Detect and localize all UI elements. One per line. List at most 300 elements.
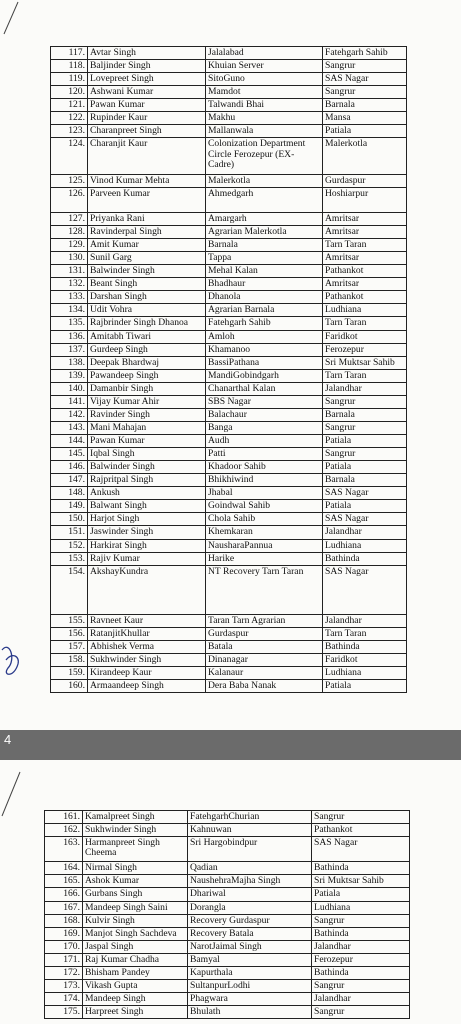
- employee-name-cell: Harmanpreet Singh Cheema: [83, 837, 188, 862]
- employee-name-cell: Abhishek Verma: [88, 640, 206, 653]
- employee-name-cell: AkshayKundra: [88, 565, 206, 614]
- from-station-cell: Dorangla: [188, 901, 312, 914]
- employee-name-cell: Sukhwinder Singh: [88, 654, 206, 667]
- table-row: [51, 239, 407, 252]
- table-row: [45, 862, 410, 875]
- from-station-cell: Qadian: [188, 862, 312, 875]
- from-station-cell: Amloh: [206, 330, 323, 343]
- table-row: [51, 304, 407, 317]
- table-row: [45, 966, 410, 979]
- table-row: [45, 914, 410, 927]
- table-row: [51, 73, 407, 86]
- from-station-cell: Balachaur: [206, 408, 323, 421]
- employee-name-cell: Ravneet Kaur: [88, 614, 206, 627]
- serial-number-cell: 134.: [51, 304, 88, 317]
- serial-number-cell: 170.: [45, 940, 83, 953]
- to-station-cell: Barnala: [323, 474, 407, 487]
- from-station-cell: NarotJaimal Singh: [188, 940, 312, 953]
- employee-name-cell: Ankush: [88, 487, 206, 500]
- table-row: [51, 125, 407, 138]
- table-row: [51, 343, 407, 356]
- to-station-cell: Gurdaspur: [323, 175, 407, 188]
- table-row: [45, 824, 410, 837]
- table-row: [51, 188, 407, 213]
- serial-number-cell: 175.: [45, 1006, 83, 1019]
- employee-name-cell: Kirandeep Kaur: [88, 667, 206, 680]
- to-station-cell: Jalandhar: [323, 382, 407, 395]
- to-station-cell: Sangrur: [323, 60, 407, 73]
- serial-number-cell: 153.: [51, 552, 88, 565]
- from-station-cell: Chola Sahib: [206, 513, 323, 526]
- to-station-cell: Ludhiana: [312, 901, 410, 914]
- from-station-cell: MandiGobindgarh: [206, 369, 323, 382]
- table-row: [51, 680, 407, 693]
- to-station-cell: Sangrur: [323, 86, 407, 99]
- employee-name-cell: Manjot Singh Sachdeva: [83, 927, 188, 940]
- serial-number-cell: 143.: [51, 421, 88, 434]
- table-row: [45, 927, 410, 940]
- serial-number-cell: 164.: [45, 862, 83, 875]
- employee-name-cell: Mandeep Singh Saini: [83, 901, 188, 914]
- to-station-cell: SAS Nagar: [323, 565, 407, 614]
- employee-name-cell: Rajpritpal Singh: [88, 474, 206, 487]
- table-row: [51, 500, 407, 513]
- serial-number-cell: 122.: [51, 112, 88, 125]
- to-station-cell: Fatehgarh Sahib: [323, 47, 407, 60]
- page-number-badge: 4: [4, 732, 12, 747]
- table-row: [51, 421, 407, 434]
- to-station-cell: Sangrur: [312, 914, 410, 927]
- employee-name-cell: Ashwani Kumar: [88, 86, 206, 99]
- table-row: [45, 953, 410, 966]
- to-station-cell: Bathinda: [312, 927, 410, 940]
- serial-number-cell: 150.: [51, 513, 88, 526]
- serial-number-cell: 135.: [51, 317, 88, 330]
- employee-name-cell: RatanjitKhullar: [88, 627, 206, 640]
- table-row: [51, 614, 407, 627]
- to-station-cell: Sangrur: [323, 448, 407, 461]
- table-row: [51, 60, 407, 73]
- from-station-cell: NT Recovery Tarn Taran: [206, 565, 323, 614]
- to-station-cell: Tarn Taran: [323, 369, 407, 382]
- to-station-cell: Sri Muktsar Sahib: [312, 875, 410, 888]
- to-station-cell: Bathinda: [323, 552, 407, 565]
- to-station-cell: Ferozepur: [323, 343, 407, 356]
- serial-number-cell: 162.: [45, 824, 83, 837]
- from-station-cell: Mallanwala: [206, 125, 323, 138]
- employee-name-cell: Harjot Singh: [88, 513, 206, 526]
- from-station-cell: Makhu: [206, 112, 323, 125]
- from-station-cell: Kapurthala: [188, 966, 312, 979]
- serial-number-cell: 163.: [45, 837, 83, 862]
- to-station-cell: Sri Muktsar Sahib: [323, 356, 407, 369]
- employee-name-cell: Kamalpreet Singh: [83, 811, 188, 824]
- document-page-2: [0, 760, 461, 1024]
- to-station-cell: Ludhiana: [323, 304, 407, 317]
- employee-name-cell: Iqbal Singh: [88, 448, 206, 461]
- table-row: [51, 99, 407, 112]
- to-station-cell: Ludhiana: [323, 539, 407, 552]
- from-station-cell: Khemkaran: [206, 526, 323, 539]
- from-station-cell: Khadoor Sahib: [206, 461, 323, 474]
- from-station-cell: NausharaPannua: [206, 539, 323, 552]
- table-row: [51, 356, 407, 369]
- serial-number-cell: 136.: [51, 330, 88, 343]
- table-row: [51, 552, 407, 565]
- serial-number-cell: 137.: [51, 343, 88, 356]
- serial-number-cell: 146.: [51, 461, 88, 474]
- from-station-cell: Recovery Batala: [188, 927, 312, 940]
- employee-name-cell: Amit Kumar: [88, 239, 206, 252]
- from-station-cell: Dinanagar: [206, 654, 323, 667]
- employee-name-cell: Beant Singh: [88, 278, 206, 291]
- employee-name-cell: Mani Mahajan: [88, 421, 206, 434]
- employee-name-cell: Mandeep Singh: [83, 992, 188, 1005]
- to-station-cell: Jalandhar: [312, 940, 410, 953]
- to-station-cell: Patiala: [323, 680, 407, 693]
- serial-number-cell: 123.: [51, 125, 88, 138]
- table-row: [51, 461, 407, 474]
- table-row: [51, 667, 407, 680]
- serial-number-cell: 128.: [51, 226, 88, 239]
- serial-number-cell: 145.: [51, 448, 88, 461]
- to-station-cell: SAS Nagar: [323, 513, 407, 526]
- table-row: [51, 627, 407, 640]
- serial-number-cell: 131.: [51, 265, 88, 278]
- table-row: [51, 526, 407, 539]
- table-row: [45, 992, 410, 1005]
- to-station-cell: SAS Nagar: [323, 73, 407, 86]
- serial-number-cell: 166.: [45, 888, 83, 901]
- from-station-cell: SitoGuno: [206, 73, 323, 86]
- employee-name-cell: Parveen Kumar: [88, 188, 206, 213]
- from-station-cell: NaushehraMajha Singh: [188, 875, 312, 888]
- transfer-table-continued: [44, 810, 410, 1019]
- employee-name-cell: Gurdeep Singh: [88, 343, 206, 356]
- table-row: [51, 369, 407, 382]
- employee-name-cell: Nirmal Singh: [83, 862, 188, 875]
- serial-number-cell: 140.: [51, 382, 88, 395]
- employee-name-cell: Harkirat Singh: [88, 539, 206, 552]
- from-station-cell: Dera Baba Nanak: [206, 680, 323, 693]
- to-station-cell: Sangrur: [312, 1006, 410, 1019]
- table-row: [45, 888, 410, 901]
- employee-name-cell: Deepak Bhardwaj: [88, 356, 206, 369]
- serial-number-cell: 119.: [51, 73, 88, 86]
- from-station-cell: Fatehgarh Sahib: [206, 317, 323, 330]
- to-station-cell: Jalandhar: [323, 614, 407, 627]
- employee-name-cell: Pawan Kumar: [88, 99, 206, 112]
- signature-scribble: [0, 0, 40, 730]
- employee-name-cell: Bhisham Pandey: [83, 966, 188, 979]
- from-station-cell: Mamdot: [206, 86, 323, 99]
- employee-name-cell: Vijay Kumar Ahir: [88, 395, 206, 408]
- to-station-cell: Amritsar: [323, 212, 407, 225]
- table-row: [51, 487, 407, 500]
- from-station-cell: Agrarian Malerkotla: [206, 226, 323, 239]
- serial-number-cell: 127.: [51, 212, 88, 225]
- table-row: [45, 1006, 410, 1019]
- from-station-cell: Jalalabad: [206, 47, 323, 60]
- from-station-cell: Banga: [206, 421, 323, 434]
- to-station-cell: SAS Nagar: [323, 487, 407, 500]
- serial-number-cell: 155.: [51, 614, 88, 627]
- serial-number-cell: 120.: [51, 86, 88, 99]
- to-station-cell: Jalandhar: [323, 526, 407, 539]
- serial-number-cell: 121.: [51, 99, 88, 112]
- from-station-cell: Amargarh: [206, 212, 323, 225]
- to-station-cell: Sangrur: [312, 979, 410, 992]
- from-station-cell: Kahnuwan: [188, 824, 312, 837]
- employee-name-cell: Balwant Singh: [88, 500, 206, 513]
- transfer-table: [50, 46, 407, 693]
- to-station-cell: Faridkot: [323, 330, 407, 343]
- from-station-cell: Colonization Department Circle Ferozepur (EX-Cadre): [206, 138, 323, 175]
- employee-name-cell: Ravinder Singh: [88, 408, 206, 421]
- from-station-cell: Tappa: [206, 252, 323, 265]
- serial-number-cell: 173.: [45, 979, 83, 992]
- table-row: [45, 837, 410, 862]
- employee-name-cell: Rupinder Kaur: [88, 112, 206, 125]
- to-station-cell: Sangrur: [312, 811, 410, 824]
- employee-name-cell: Jaspal Singh: [83, 940, 188, 953]
- from-station-cell: Bamyal: [188, 953, 312, 966]
- table-row: [51, 47, 407, 60]
- from-station-cell: Ahmedgarh: [206, 188, 323, 213]
- employee-name-cell: Pawan Kumar: [88, 435, 206, 448]
- serial-number-cell: 154.: [51, 565, 88, 614]
- serial-number-cell: 158.: [51, 654, 88, 667]
- serial-number-cell: 167.: [45, 901, 83, 914]
- serial-number-cell: 139.: [51, 369, 88, 382]
- table-row: [51, 226, 407, 239]
- serial-number-cell: 151.: [51, 526, 88, 539]
- table-row: [51, 435, 407, 448]
- serial-number-cell: 147.: [51, 474, 88, 487]
- from-station-cell: BassiPathana: [206, 356, 323, 369]
- to-station-cell: Ludhiana: [323, 667, 407, 680]
- to-station-cell: SAS Nagar: [312, 837, 410, 862]
- from-station-cell: Dhariwal: [188, 888, 312, 901]
- table-row: [51, 278, 407, 291]
- serial-number-cell: 159.: [51, 667, 88, 680]
- serial-number-cell: 138.: [51, 356, 88, 369]
- from-station-cell: Harike: [206, 552, 323, 565]
- employee-name-cell: Armaandeep Singh: [88, 680, 206, 693]
- serial-number-cell: 124.: [51, 138, 88, 175]
- serial-number-cell: 144.: [51, 435, 88, 448]
- employee-name-cell: Sunil Garg: [88, 252, 206, 265]
- employee-name-cell: Vikash Gupta: [83, 979, 188, 992]
- table-row: [51, 654, 407, 667]
- serial-number-cell: 132.: [51, 278, 88, 291]
- employee-name-cell: Amitabh Tiwari: [88, 330, 206, 343]
- table-row: [51, 330, 407, 343]
- from-station-cell: Recovery Gurdaspur: [188, 914, 312, 927]
- serial-number-cell: 157.: [51, 640, 88, 653]
- serial-number-cell: 171.: [45, 953, 83, 966]
- from-station-cell: Chanarthal Kalan: [206, 382, 323, 395]
- from-station-cell: Bhadhaur: [206, 278, 323, 291]
- employee-name-cell: Lovepreet Singh: [88, 73, 206, 86]
- table-row: [51, 317, 407, 330]
- from-station-cell: Khamanoo: [206, 343, 323, 356]
- from-station-cell: Sri Hargobindpur: [188, 837, 312, 862]
- employee-name-cell: Raj Kumar Chadha: [83, 953, 188, 966]
- employee-name-cell: Rajbrinder Singh Dhanoa: [88, 317, 206, 330]
- table-row: [51, 175, 407, 188]
- employee-name-cell: Priyanka Rani: [88, 212, 206, 225]
- from-station-cell: Dhanola: [206, 291, 323, 304]
- table-row: [51, 448, 407, 461]
- serial-number-cell: 172.: [45, 966, 83, 979]
- serial-number-cell: 142.: [51, 408, 88, 421]
- employee-name-cell: Ravinderpal Singh: [88, 226, 206, 239]
- to-station-cell: Patiala: [312, 888, 410, 901]
- serial-number-cell: 152.: [51, 539, 88, 552]
- from-station-cell: Bhikhiwind: [206, 474, 323, 487]
- table-row: [45, 875, 410, 888]
- serial-number-cell: 168.: [45, 914, 83, 927]
- table-row: [51, 212, 407, 225]
- from-station-cell: Mehal Kalan: [206, 265, 323, 278]
- serial-number-cell: 148.: [51, 487, 88, 500]
- table-row: [51, 138, 407, 175]
- employee-name-cell: Ashok Kumar: [83, 875, 188, 888]
- serial-number-cell: 133.: [51, 291, 88, 304]
- serial-number-cell: 126.: [51, 188, 88, 213]
- to-station-cell: Tarn Taran: [323, 627, 407, 640]
- to-station-cell: Pathankot: [312, 824, 410, 837]
- from-station-cell: Taran Tarn Agrarian: [206, 614, 323, 627]
- employee-name-cell: Balwinder Singh: [88, 461, 206, 474]
- table-row: [51, 513, 407, 526]
- serial-number-cell: 118.: [51, 60, 88, 73]
- table-row: [51, 640, 407, 653]
- table-row: [51, 565, 407, 614]
- table-row: [51, 86, 407, 99]
- serial-number-cell: 149.: [51, 500, 88, 513]
- to-station-cell: Barnala: [323, 99, 407, 112]
- to-station-cell: Mansa: [323, 112, 407, 125]
- serial-number-cell: 129.: [51, 239, 88, 252]
- from-station-cell: Barnala: [206, 239, 323, 252]
- from-station-cell: Malerkotla: [206, 175, 323, 188]
- table-row: [51, 382, 407, 395]
- to-station-cell: Patiala: [323, 435, 407, 448]
- table-row: [51, 252, 407, 265]
- employee-name-cell: Avtar Singh: [88, 47, 206, 60]
- employee-name-cell: Balwinder Singh: [88, 265, 206, 278]
- from-station-cell: SultanpurLodhi: [188, 979, 312, 992]
- to-station-cell: Sangrur: [323, 395, 407, 408]
- from-station-cell: Goindwal Sahib: [206, 500, 323, 513]
- to-station-cell: Bathinda: [323, 640, 407, 653]
- to-station-cell: Bathinda: [312, 862, 410, 875]
- employee-name-cell: Charanpreet Singh: [88, 125, 206, 138]
- table-row: [51, 408, 407, 421]
- to-station-cell: Hoshiarpur: [323, 188, 407, 213]
- to-station-cell: Jalandhar: [312, 992, 410, 1005]
- employee-name-cell: Charanjit Kaur: [88, 138, 206, 175]
- to-station-cell: Pathankot: [323, 265, 407, 278]
- serial-number-cell: 174.: [45, 992, 83, 1005]
- employee-name-cell: Kulvir Singh: [83, 914, 188, 927]
- to-station-cell: Sangrur: [323, 421, 407, 434]
- table-row: [45, 901, 410, 914]
- from-station-cell: Jhabal: [206, 487, 323, 500]
- table-row: [45, 940, 410, 953]
- to-station-cell: Patiala: [323, 125, 407, 138]
- to-station-cell: Faridkot: [323, 654, 407, 667]
- table-row: [51, 265, 407, 278]
- table-row: [51, 291, 407, 304]
- serial-number-cell: 161.: [45, 811, 83, 824]
- serial-number-cell: 130.: [51, 252, 88, 265]
- from-station-cell: SBS Nagar: [206, 395, 323, 408]
- from-station-cell: Patti: [206, 448, 323, 461]
- table-row: [45, 979, 410, 992]
- employee-name-cell: Udit Vohra: [88, 304, 206, 317]
- to-station-cell: Amritsar: [323, 278, 407, 291]
- serial-number-cell: 125.: [51, 175, 88, 188]
- table-row: [51, 474, 407, 487]
- to-station-cell: Amritsar: [323, 226, 407, 239]
- to-station-cell: Tarn Taran: [323, 317, 407, 330]
- table-row: [51, 112, 407, 125]
- to-station-cell: Patiala: [323, 500, 407, 513]
- serial-number-cell: 141.: [51, 395, 88, 408]
- employee-name-cell: Gurbans Singh: [83, 888, 188, 901]
- employee-name-cell: Pawandeep Singh: [88, 369, 206, 382]
- serial-number-cell: 160.: [51, 680, 88, 693]
- from-station-cell: Gurdaspur: [206, 627, 323, 640]
- from-station-cell: Batala: [206, 640, 323, 653]
- to-station-cell: Bathinda: [312, 966, 410, 979]
- table-row: [45, 811, 410, 824]
- employee-name-cell: Harpreet Singh: [83, 1006, 188, 1019]
- to-station-cell: Tarn Taran: [323, 239, 407, 252]
- employee-name-cell: Damanbir Singh: [88, 382, 206, 395]
- employee-name-cell: Jaswinder Singh: [88, 526, 206, 539]
- to-station-cell: Patiala: [323, 461, 407, 474]
- to-station-cell: Ferozepur: [312, 953, 410, 966]
- serial-number-cell: 169.: [45, 927, 83, 940]
- serial-number-cell: 117.: [51, 47, 88, 60]
- table-row: [51, 539, 407, 552]
- pen-mark: [0, 760, 30, 820]
- to-station-cell: Amritsar: [323, 252, 407, 265]
- employee-name-cell: Darshan Singh: [88, 291, 206, 304]
- employee-name-cell: Sukhwinder Singh: [83, 824, 188, 837]
- from-station-cell: Agrarian Barnala: [206, 304, 323, 317]
- serial-number-cell: 165.: [45, 875, 83, 888]
- from-station-cell: FatehgarhChurian: [188, 811, 312, 824]
- table-row: [51, 395, 407, 408]
- to-station-cell: Malerkotla: [323, 138, 407, 175]
- serial-number-cell: 156.: [51, 627, 88, 640]
- employee-name-cell: Rajiv Kumar: [88, 552, 206, 565]
- employee-name-cell: Baljinder Singh: [88, 60, 206, 73]
- from-station-cell: Audh: [206, 435, 323, 448]
- from-station-cell: Phagwara: [188, 992, 312, 1005]
- to-station-cell: Pathankot: [323, 291, 407, 304]
- from-station-cell: Khuian Server: [206, 60, 323, 73]
- from-station-cell: Bhulath: [188, 1006, 312, 1019]
- from-station-cell: Kalanaur: [206, 667, 323, 680]
- employee-name-cell: Vinod Kumar Mehta: [88, 175, 206, 188]
- to-station-cell: Barnala: [323, 408, 407, 421]
